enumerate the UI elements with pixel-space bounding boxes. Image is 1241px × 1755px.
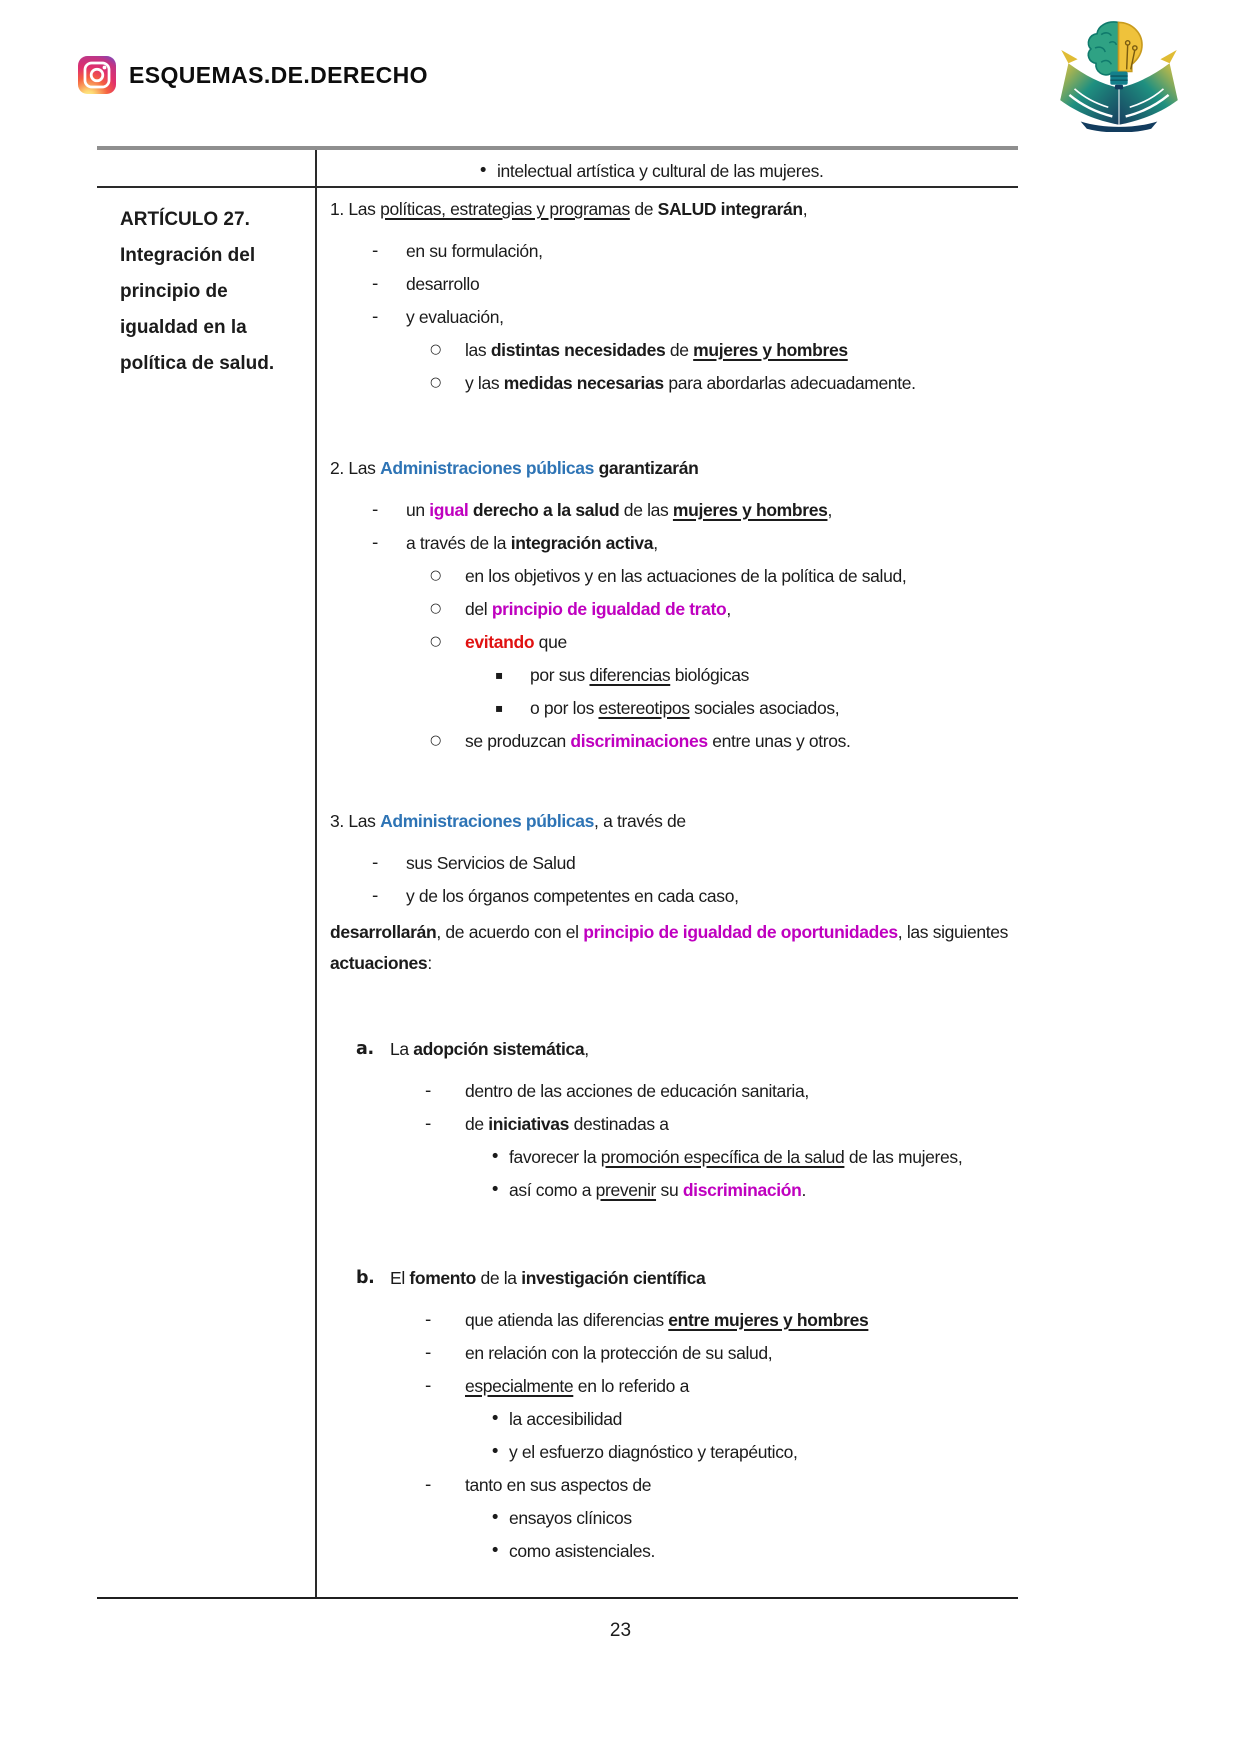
text-segment: de las — [619, 500, 673, 520]
text-segment: Administraciones públicas — [380, 811, 595, 831]
item-text — [406, 495, 1008, 525]
outline-table — [97, 146, 1018, 1599]
list-item — [330, 594, 1008, 624]
text-segment: prevenir — [595, 1180, 657, 1200]
text-segment: garantizarán — [598, 458, 699, 478]
instagram-icon — [78, 56, 116, 94]
item-text — [390, 1034, 1008, 1064]
item-text — [465, 1305, 1008, 1335]
dash-marker: - — [372, 533, 378, 553]
item-text — [509, 1437, 1008, 1467]
text-segment: que atienda las diferencias — [465, 1310, 669, 1330]
text-segment: especialmente — [465, 1376, 574, 1396]
list-item — [330, 528, 1008, 558]
list-item — [330, 660, 1008, 690]
item-text — [465, 1109, 1008, 1139]
numbered-item-3 — [330, 806, 1008, 836]
text-segment: derecho a la salud — [472, 500, 620, 520]
text-segment: evitando — [465, 632, 535, 652]
bullet-marker: • — [490, 1541, 500, 1561]
text-segment: intelectual artística y cultural de las mujeres. — [496, 161, 824, 181]
text-segment: de — [665, 340, 694, 360]
article-title — [97, 188, 317, 1597]
item-text — [465, 1076, 1008, 1106]
text-segment: su — [656, 1180, 683, 1200]
dash-marker: - — [425, 1475, 431, 1495]
item-text — [509, 1503, 1008, 1533]
list-item — [330, 1175, 1008, 1205]
brand-name: ESQUEMAS.DE.DERECHO — [129, 61, 428, 88]
item-text — [465, 561, 1008, 591]
circle-marker: ○ — [430, 342, 441, 357]
article-title-line: Integración del — [120, 245, 256, 266]
item-text — [406, 881, 1008, 911]
list-item — [330, 693, 1008, 723]
list-item — [330, 848, 1008, 878]
text-segment: 1. Las — [330, 199, 381, 219]
item-text — [406, 236, 1008, 266]
table-row-article-27 — [97, 188, 1018, 1597]
text-segment: en su formulación, — [406, 241, 543, 261]
numbered-item-1 — [330, 194, 1008, 224]
text-segment: la accesibilidad — [508, 1409, 623, 1429]
text-segment: tanto en sus aspectos de — [465, 1475, 652, 1495]
article-label-cell-empty — [97, 150, 317, 186]
text-segment: políticas, estrategias y programas — [380, 199, 630, 219]
text-segment: , a través de — [594, 811, 686, 831]
text-segment: sociales asociados, — [689, 698, 840, 718]
text-segment: favorecer la — [508, 1147, 601, 1167]
dash-marker: - — [425, 1114, 431, 1134]
item-text — [509, 1536, 1008, 1566]
text-segment: discriminaciones — [570, 731, 708, 751]
item-text — [509, 1142, 1008, 1172]
brain-lightbulb-book-logo — [1050, 14, 1188, 132]
text-segment: y el esfuerzo diagnóstico y terapéutico, — [508, 1442, 798, 1462]
dash-marker: - — [425, 1343, 431, 1363]
text-segment: igual — [429, 500, 469, 520]
text-segment: El — [390, 1268, 410, 1288]
text-segment: en relación con la protección de su salud, — [465, 1343, 773, 1363]
item-text — [390, 1263, 1008, 1293]
item-text — [509, 1404, 1008, 1434]
bullet-marker: • — [490, 1180, 500, 1200]
article-title-line: principio de — [120, 281, 228, 302]
text-segment: en los objetivos y en las actuaciones de la política de salud, — [465, 566, 907, 586]
item-text — [465, 726, 1008, 756]
list-item — [330, 1536, 1008, 1566]
text-segment: como asistenciales. — [508, 1541, 656, 1561]
letter-marker: b. — [356, 1268, 375, 1288]
text-segment: a través de la — [406, 533, 511, 553]
text-segment: integración activa — [510, 533, 654, 553]
list-item — [330, 1305, 1008, 1335]
text-segment: 3. Las — [330, 811, 381, 831]
item-text — [509, 1175, 1008, 1205]
list-item — [330, 368, 1008, 398]
item-text — [465, 1470, 1008, 1500]
dash-marker: - — [425, 1310, 431, 1330]
bullet-marker: • — [490, 1409, 500, 1429]
text-segment: , — [827, 500, 832, 520]
text-segment: discriminación — [682, 1180, 802, 1200]
text-segment: actuaciones — [330, 953, 428, 973]
item-text — [330, 194, 1008, 224]
list-item — [330, 495, 1008, 525]
bullet-marker: • — [490, 1147, 500, 1167]
list-item — [330, 561, 1008, 591]
text-segment: iniciativas — [488, 1114, 570, 1134]
text-segment: , — [802, 199, 808, 219]
continuation-cell — [317, 150, 1018, 186]
text-segment: de — [465, 1114, 489, 1134]
lettered-item-b — [330, 1263, 1008, 1293]
circle-marker: ○ — [430, 601, 441, 616]
list-item — [330, 1503, 1008, 1533]
text-segment: mujeres y hombres — [693, 340, 848, 360]
table-row-continuation — [97, 150, 1018, 188]
text-segment: . — [801, 1180, 806, 1200]
circle-marker: ○ — [430, 733, 441, 748]
list-item — [330, 1142, 1008, 1172]
item-text — [465, 594, 1008, 624]
text-segment: entre unas y otros. — [707, 731, 851, 751]
text-segment: del — [465, 599, 492, 619]
text-segment: para abordarlas adecuadamente. — [663, 373, 916, 393]
list-item — [330, 302, 1008, 332]
item-text — [406, 302, 1008, 332]
list-item — [330, 236, 1008, 266]
text-segment: 2. Las — [330, 458, 381, 478]
text-segment: principio de igualdad de trato — [491, 599, 727, 619]
dash-marker: - — [372, 241, 378, 261]
text-segment: o por los — [530, 698, 599, 718]
list-item — [330, 156, 1008, 186]
list-item — [330, 881, 1008, 911]
text-segment: : — [427, 953, 432, 973]
item-text — [465, 368, 1008, 398]
text-segment: en lo referido a — [573, 1376, 689, 1396]
dash-marker: - — [372, 500, 378, 520]
article-title-line: igualdad en la — [120, 317, 247, 338]
bullet-marker: • — [478, 161, 488, 181]
text-segment: y evaluación, — [406, 307, 504, 327]
text-segment: mujeres y hombres — [672, 500, 828, 520]
item-text — [530, 660, 1008, 690]
article-content-cell — [317, 188, 1018, 1597]
text-segment: de — [629, 199, 658, 219]
dash-marker: - — [372, 307, 378, 327]
text-segment: fomento — [409, 1268, 476, 1288]
letter-marker: a. — [356, 1039, 374, 1059]
list-item — [330, 335, 1008, 365]
dash-marker: - — [425, 1376, 431, 1396]
list-item — [330, 269, 1008, 299]
dash-marker: - — [372, 886, 378, 906]
article-title-line: ARTÍCULO 27. — [120, 209, 250, 230]
text-segment: Administraciones públicas — [380, 458, 595, 478]
circle-marker: ○ — [430, 634, 441, 649]
item-text — [530, 693, 1008, 723]
text-segment: , de acuerdo con el — [436, 922, 584, 942]
circle-marker: ○ — [430, 568, 441, 583]
text-segment: ensayos clínicos — [508, 1508, 632, 1528]
text-segment: de las mujeres, — [844, 1147, 963, 1167]
list-item — [330, 627, 1008, 657]
list-item — [330, 1109, 1008, 1139]
text-segment: diferencias — [589, 665, 671, 685]
item-text — [465, 1338, 1008, 1368]
list-item — [330, 1437, 1008, 1467]
numbered-item-2 — [330, 453, 1008, 483]
text-segment: un — [406, 500, 430, 520]
text-segment: adopción sistemática — [413, 1039, 585, 1059]
text-segment: así como a — [508, 1180, 596, 1200]
item-text — [465, 335, 1008, 365]
article-title-line: política de salud. — [120, 353, 275, 374]
item-text — [465, 1371, 1008, 1401]
text-segment: entre mujeres y hombres — [668, 1310, 869, 1330]
list-item-text — [497, 156, 1008, 186]
list-item — [330, 1371, 1008, 1401]
list-item — [330, 1076, 1008, 1106]
dash-marker: - — [372, 853, 378, 873]
text-segment: y de los órganos competentes en cada caso, — [406, 886, 739, 906]
bullet-marker: • — [490, 1442, 500, 1462]
page-number: 23 — [609, 1620, 632, 1641]
text-segment: las — [465, 340, 491, 360]
text-segment: , — [584, 1039, 589, 1059]
text-segment: biológicas — [670, 665, 750, 685]
text-segment: que — [534, 632, 567, 652]
brand-header — [78, 56, 428, 94]
list-item — [330, 1404, 1008, 1434]
list-item — [330, 1470, 1008, 1500]
list-item — [330, 1338, 1008, 1368]
paragraph — [330, 917, 1008, 979]
text-segment: desarrollo — [406, 274, 480, 294]
dash-marker: - — [372, 274, 378, 294]
text-segment: medidas necesarias — [503, 373, 664, 393]
text-segment: La — [390, 1039, 414, 1059]
lettered-item-a — [330, 1034, 1008, 1064]
text-segment: investigación científica — [521, 1268, 706, 1288]
item-text — [330, 453, 1008, 483]
text-segment: distintas necesidades — [490, 340, 666, 360]
dash-marker: - — [425, 1081, 431, 1101]
text-segment: destinadas a — [569, 1114, 669, 1134]
text-segment: promoción específica de la salud — [600, 1147, 845, 1167]
text-segment: de la — [475, 1268, 522, 1288]
text-segment: SALUD integrarán — [657, 199, 803, 219]
list-item — [330, 726, 1008, 756]
circle-marker: ○ — [430, 375, 441, 390]
square-marker: ▪ — [495, 701, 503, 715]
text-segment: por sus — [530, 665, 590, 685]
text-segment: , — [653, 533, 658, 553]
square-marker: ▪ — [495, 668, 503, 682]
item-text — [406, 528, 1008, 558]
item-text — [406, 848, 1008, 878]
text-segment: y las — [465, 373, 504, 393]
text-segment: sus Servicios de Salud — [406, 853, 576, 873]
text-segment: principio de igualdad de oportunidades — [583, 922, 898, 942]
item-text — [465, 627, 1008, 657]
text-segment: se produzcan — [465, 731, 571, 751]
text-segment: dentro de las acciones de educación sanitaria, — [465, 1081, 809, 1101]
text-segment: desarrollarán — [330, 922, 437, 942]
text-segment: estereotipos — [598, 698, 690, 718]
bullet-marker: • — [490, 1508, 500, 1528]
item-text — [406, 269, 1008, 299]
text-segment: , las siguientes — [897, 922, 1008, 942]
text-segment: , — [726, 599, 731, 619]
item-text — [330, 806, 1008, 836]
